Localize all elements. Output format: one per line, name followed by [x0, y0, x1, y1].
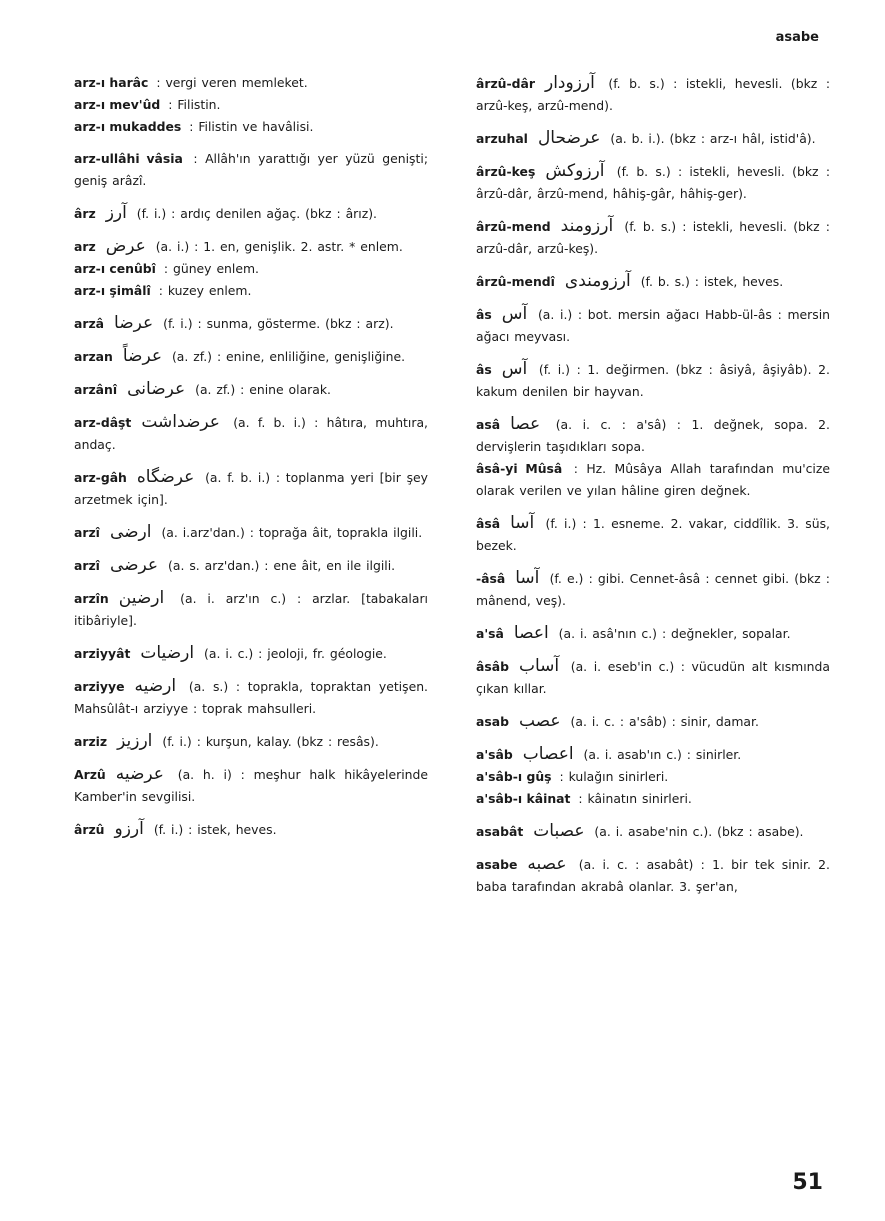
entry-headword: arzâ — [74, 316, 105, 331]
entry-definition: (a. f. b. i.) : hâtıra, muhtıra, andaç. — [74, 415, 428, 452]
dictionary-entry — [456, 72, 830, 117]
entry-headword: arzuhal — [476, 131, 528, 146]
entry-definition: (a. i. c. : asabât) : 1. bir tek sinir. 2. baba tarafından akrabâ olanlar. 3. şer'an, — [476, 857, 830, 894]
entry-arabic-script: اعصاب — [522, 744, 574, 764]
entry-arabic-script: آرزودار — [545, 73, 595, 93]
dictionary-entry — [456, 358, 830, 403]
dictionary-entry — [456, 413, 830, 458]
dictionary-entry — [54, 554, 428, 577]
dictionary-entry — [54, 280, 428, 302]
entry-definition: (f. b. s.) : istekli, hevesli. (bkz : ârzû-dâr, ârzû-mend, hâhiş-gâr, hâhiş-ger). — [476, 164, 830, 201]
dictionary-entry — [54, 72, 428, 94]
entry-headword: a'sâb-ı kâinat — [476, 791, 571, 806]
entry-headword: ârzû-keş — [476, 164, 536, 179]
entry-arabic-script: عصبه — [527, 854, 567, 874]
dictionary-entry — [54, 642, 428, 665]
entry-headword: ârzû-dâr — [476, 76, 535, 91]
entry-arabic-script: عرضانى — [127, 379, 186, 399]
dictionary-entry — [456, 567, 830, 612]
entry-headword: arziz — [74, 734, 108, 749]
entry-headword: arzî — [74, 525, 100, 540]
entry-arabic-script: عرضى — [109, 555, 159, 575]
entry-headword: asab — [476, 714, 509, 729]
entry-arabic-script: ارضيات — [140, 643, 195, 663]
dictionary-entry — [54, 466, 428, 511]
dictionary-entry — [456, 655, 830, 700]
right-column — [456, 72, 830, 898]
dictionary-entry — [456, 458, 830, 502]
dictionary-entry — [456, 270, 830, 293]
entry-definition: : güney enlem. — [163, 261, 259, 276]
dictionary-entry — [54, 818, 428, 841]
entry-definition: (a. i. asabe'nin c.). (bkz : asabe). — [594, 824, 804, 839]
entry-headword: âs — [476, 362, 492, 377]
entry-arabic-script: ارزيز — [117, 731, 153, 751]
entry-headword: arzî — [74, 558, 100, 573]
dictionary-entry — [54, 411, 428, 456]
entry-definition: (a. s.) : toprakla, topraktan yetişen. Mahsûlât-ı arziyye : toprak mahsulleri. — [74, 679, 428, 716]
dictionary-entry — [54, 148, 428, 192]
entry-arabic-script: عصب — [518, 711, 561, 731]
entry-definition: : kuzey enlem. — [158, 283, 252, 298]
entry-definition: (a. i. c. : a'sâ) : 1. değnek, sopa. 2. dervişlerin taşıdıkları sopa. — [476, 417, 830, 454]
entry-arabic-script: عصبات — [533, 821, 585, 841]
entry-arabic-script: آرزو — [114, 819, 144, 839]
dictionary-entry — [456, 215, 830, 260]
dictionary-entry — [54, 116, 428, 138]
entry-headword: âsâ-yi Mûsâ — [476, 461, 563, 476]
entry-headword: arziyye — [74, 679, 125, 694]
entry-definition: (a. zf.) : enine, enliliğine, genişliğine. — [171, 349, 406, 364]
entry-definition: (a. f. b. i.) : toplanma yeri [bir şey arzetmek için]. — [74, 470, 428, 507]
entry-headword: ârzû-mendî — [476, 274, 555, 289]
entry-headword: arziyyât — [74, 646, 131, 661]
entry-arabic-script: آرزوكش — [545, 161, 605, 181]
entry-headword: a'sâ — [476, 626, 504, 641]
entry-headword: arz-gâh — [74, 470, 127, 485]
entry-arabic-script: عرضيه — [115, 764, 164, 784]
dictionary-entry — [456, 743, 830, 766]
dictionary-entry — [456, 853, 830, 898]
entry-definition: (f. i.) : kurşun, kalay. (bkz : resâs). — [162, 734, 379, 749]
entry-headword: ârzû — [74, 822, 105, 837]
entry-arabic-script: آس — [501, 359, 528, 379]
entry-arabic-script: آرز — [105, 203, 127, 223]
entry-definition: (f. i.) : sunma, gösterme. (bkz : arz). — [163, 316, 394, 331]
entry-headword: asabât — [476, 824, 524, 839]
entry-definition: (a. i. eseb'in c.) : vücudün alt kısmında çıkan kıllar. — [476, 659, 830, 696]
entry-definition: (a. i. c.) : jeoloji, fr. géologie. — [204, 646, 387, 661]
entry-headword: Arzû — [74, 767, 106, 782]
dictionary-entry — [54, 345, 428, 368]
entry-definition: : Allâh'ın yarattığı yer yüzü genişti; geniş arâzî. — [74, 151, 428, 188]
entry-headword: -âsâ — [476, 571, 506, 586]
entry-headword: arzan — [74, 349, 113, 364]
entry-headword: arz-ı şimâlî — [74, 283, 151, 298]
entry-arabic-script: آس — [501, 304, 528, 324]
entry-definition: (a. i.) : 1. en, genişlik. 2. astr. * enlem. — [155, 239, 403, 254]
entry-definition: (f. b. s.) : istekli, hevesli. (bkz : arzû-dâr, arzû-keş). — [476, 219, 830, 256]
dictionary-entry — [456, 303, 830, 348]
dictionary-entry — [456, 788, 830, 810]
entry-headword: âs — [476, 307, 492, 322]
dictionary-entry — [54, 94, 428, 116]
entry-arabic-script: ارضى — [109, 522, 152, 542]
entry-headword: arz-ı cenûbî — [74, 261, 156, 276]
entry-headword: a'sâb-ı gûş — [476, 769, 552, 784]
dictionary-entry — [54, 258, 428, 280]
dictionary-entry — [54, 763, 428, 808]
entry-headword: arz-ı mev'ûd — [74, 97, 161, 112]
entry-headword: arz-ı harâc — [74, 75, 149, 90]
entry-definition: (f. b. s.) : istekli, hevesli. (bkz : arzû-keş, arzû-mend). — [476, 76, 830, 113]
dictionary-entry — [456, 127, 830, 150]
entry-arabic-script: آسا — [510, 513, 535, 533]
entry-definition: (f. e.) : gibi. Cennet-âsâ : cennet gibi. (bkz : mânend, veş). — [476, 571, 830, 608]
entry-definition: (f. b. s.) : istek, heves. — [640, 274, 784, 289]
entry-arabic-script: اعصا — [513, 623, 549, 643]
entry-definition: : Filistin. — [168, 97, 221, 112]
dictionary-entry — [456, 160, 830, 205]
entry-headword: arzîn — [74, 591, 109, 606]
dictionary-entry — [54, 378, 428, 401]
entry-definition: (a. i. asab'ın c.) : sinirler. — [583, 747, 742, 762]
entry-headword: arz-dâşt — [74, 415, 132, 430]
entry-headword: ârz — [74, 206, 96, 221]
entry-definition: (a. s. arz'dan.) : ene âit, en ile ilgili. — [168, 558, 396, 573]
entry-headword: asabe — [476, 857, 518, 872]
entry-headword: asâ — [476, 417, 501, 432]
running-head: asabe — [775, 30, 819, 45]
entry-headword: arz-ı mukaddes — [74, 119, 182, 134]
entry-definition: : Hz. Mûsâya Allah tarafından mu'cize olarak verilen ve yılan hâline giren değnek. — [476, 461, 830, 498]
entry-definition: (a. b. i.). (bkz : arz-ı hâl, istid'â). — [610, 131, 816, 146]
entry-definition: (a. h. i) : meşhur halk hikâyelerinde Kamber'in sevgilisi. — [74, 767, 428, 804]
entry-arabic-script: آرزومند — [560, 216, 614, 236]
entry-arabic-script: عرضاً — [122, 346, 163, 366]
dictionary-entry — [54, 730, 428, 753]
entry-definition: (a. i. arz'ın c.) : arzlar. [tabakaları itibâriyle]. — [74, 591, 428, 628]
left-column — [54, 72, 428, 841]
entry-definition: : kâinatın sinirleri. — [578, 791, 692, 806]
dictionary-entry — [54, 675, 428, 720]
entry-definition: : vergi veren memleket. — [156, 75, 308, 90]
dictionary-entry — [54, 587, 428, 632]
entry-arabic-script: عرضحال — [537, 128, 601, 148]
entry-headword: ârzû-mend — [476, 219, 551, 234]
entry-definition: (a. i.) : bot. mersin ağacı Habb-ül-âs : mersin ağacı meyvası. — [476, 307, 830, 344]
entry-definition: (a. zf.) : enine olarak. — [195, 382, 331, 397]
dictionary-entry — [54, 235, 428, 258]
entry-headword: arzânî — [74, 382, 118, 397]
dictionary-entry — [456, 622, 830, 645]
entry-headword: arz-ullâhi vâsia — [74, 151, 183, 166]
entry-arabic-script: عرضگاه — [136, 467, 195, 487]
entry-headword: a'sâb — [476, 747, 513, 762]
dictionary-entry — [456, 766, 830, 788]
entry-headword: arz — [74, 239, 96, 254]
entry-arabic-script: آسا — [515, 568, 540, 588]
entry-arabic-script: آساب — [518, 656, 560, 676]
entry-arabic-script: عرضداشت — [141, 412, 220, 432]
entry-arabic-script: ارضين — [118, 588, 165, 608]
dictionary-entry — [456, 512, 830, 557]
entry-headword: âsâb — [476, 659, 509, 674]
dictionary-entry — [54, 202, 428, 225]
entry-arabic-script: آرزومندى — [564, 271, 631, 291]
entry-definition: (f. i.) : 1. değirmen. (bkz : âsiyâ, âşiyâb). 2. kakum denilen bir hayvan. — [476, 362, 830, 399]
entry-arabic-script: عرض — [105, 236, 146, 256]
entry-definition: (a. i. asâ'nın c.) : değnekler, sopalar. — [558, 626, 791, 641]
entry-definition: (a. i.arz'dan.) : toprağa âit, toprakla ilgili. — [161, 525, 423, 540]
dictionary-entry — [54, 312, 428, 335]
entry-definition: : Filistin ve havâlisi. — [189, 119, 314, 134]
entry-arabic-script: عصا — [510, 414, 541, 434]
dictionary-entry — [456, 710, 830, 733]
entry-definition: (f. i.) : ardıç denilen ağaç. (bkz : ârız). — [136, 206, 377, 221]
entry-definition: (f. i.) : 1. esneme. 2. vakar, ciddîlik. 3. süs, bezek. — [476, 516, 830, 553]
entry-arabic-script: ارضيه — [134, 676, 177, 696]
page-number: 51 — [792, 1170, 823, 1195]
entry-definition: (f. i.) : istek, heves. — [153, 822, 277, 837]
entry-definition: (a. i. c. : a'sâb) : sinir, damar. — [570, 714, 759, 729]
dictionary-entry — [54, 521, 428, 544]
entry-headword: âsâ — [476, 516, 501, 531]
dictionary-entry — [456, 820, 830, 843]
entry-arabic-script: عرضا — [114, 313, 154, 333]
entry-definition: : kulağın sinirleri. — [559, 769, 669, 784]
